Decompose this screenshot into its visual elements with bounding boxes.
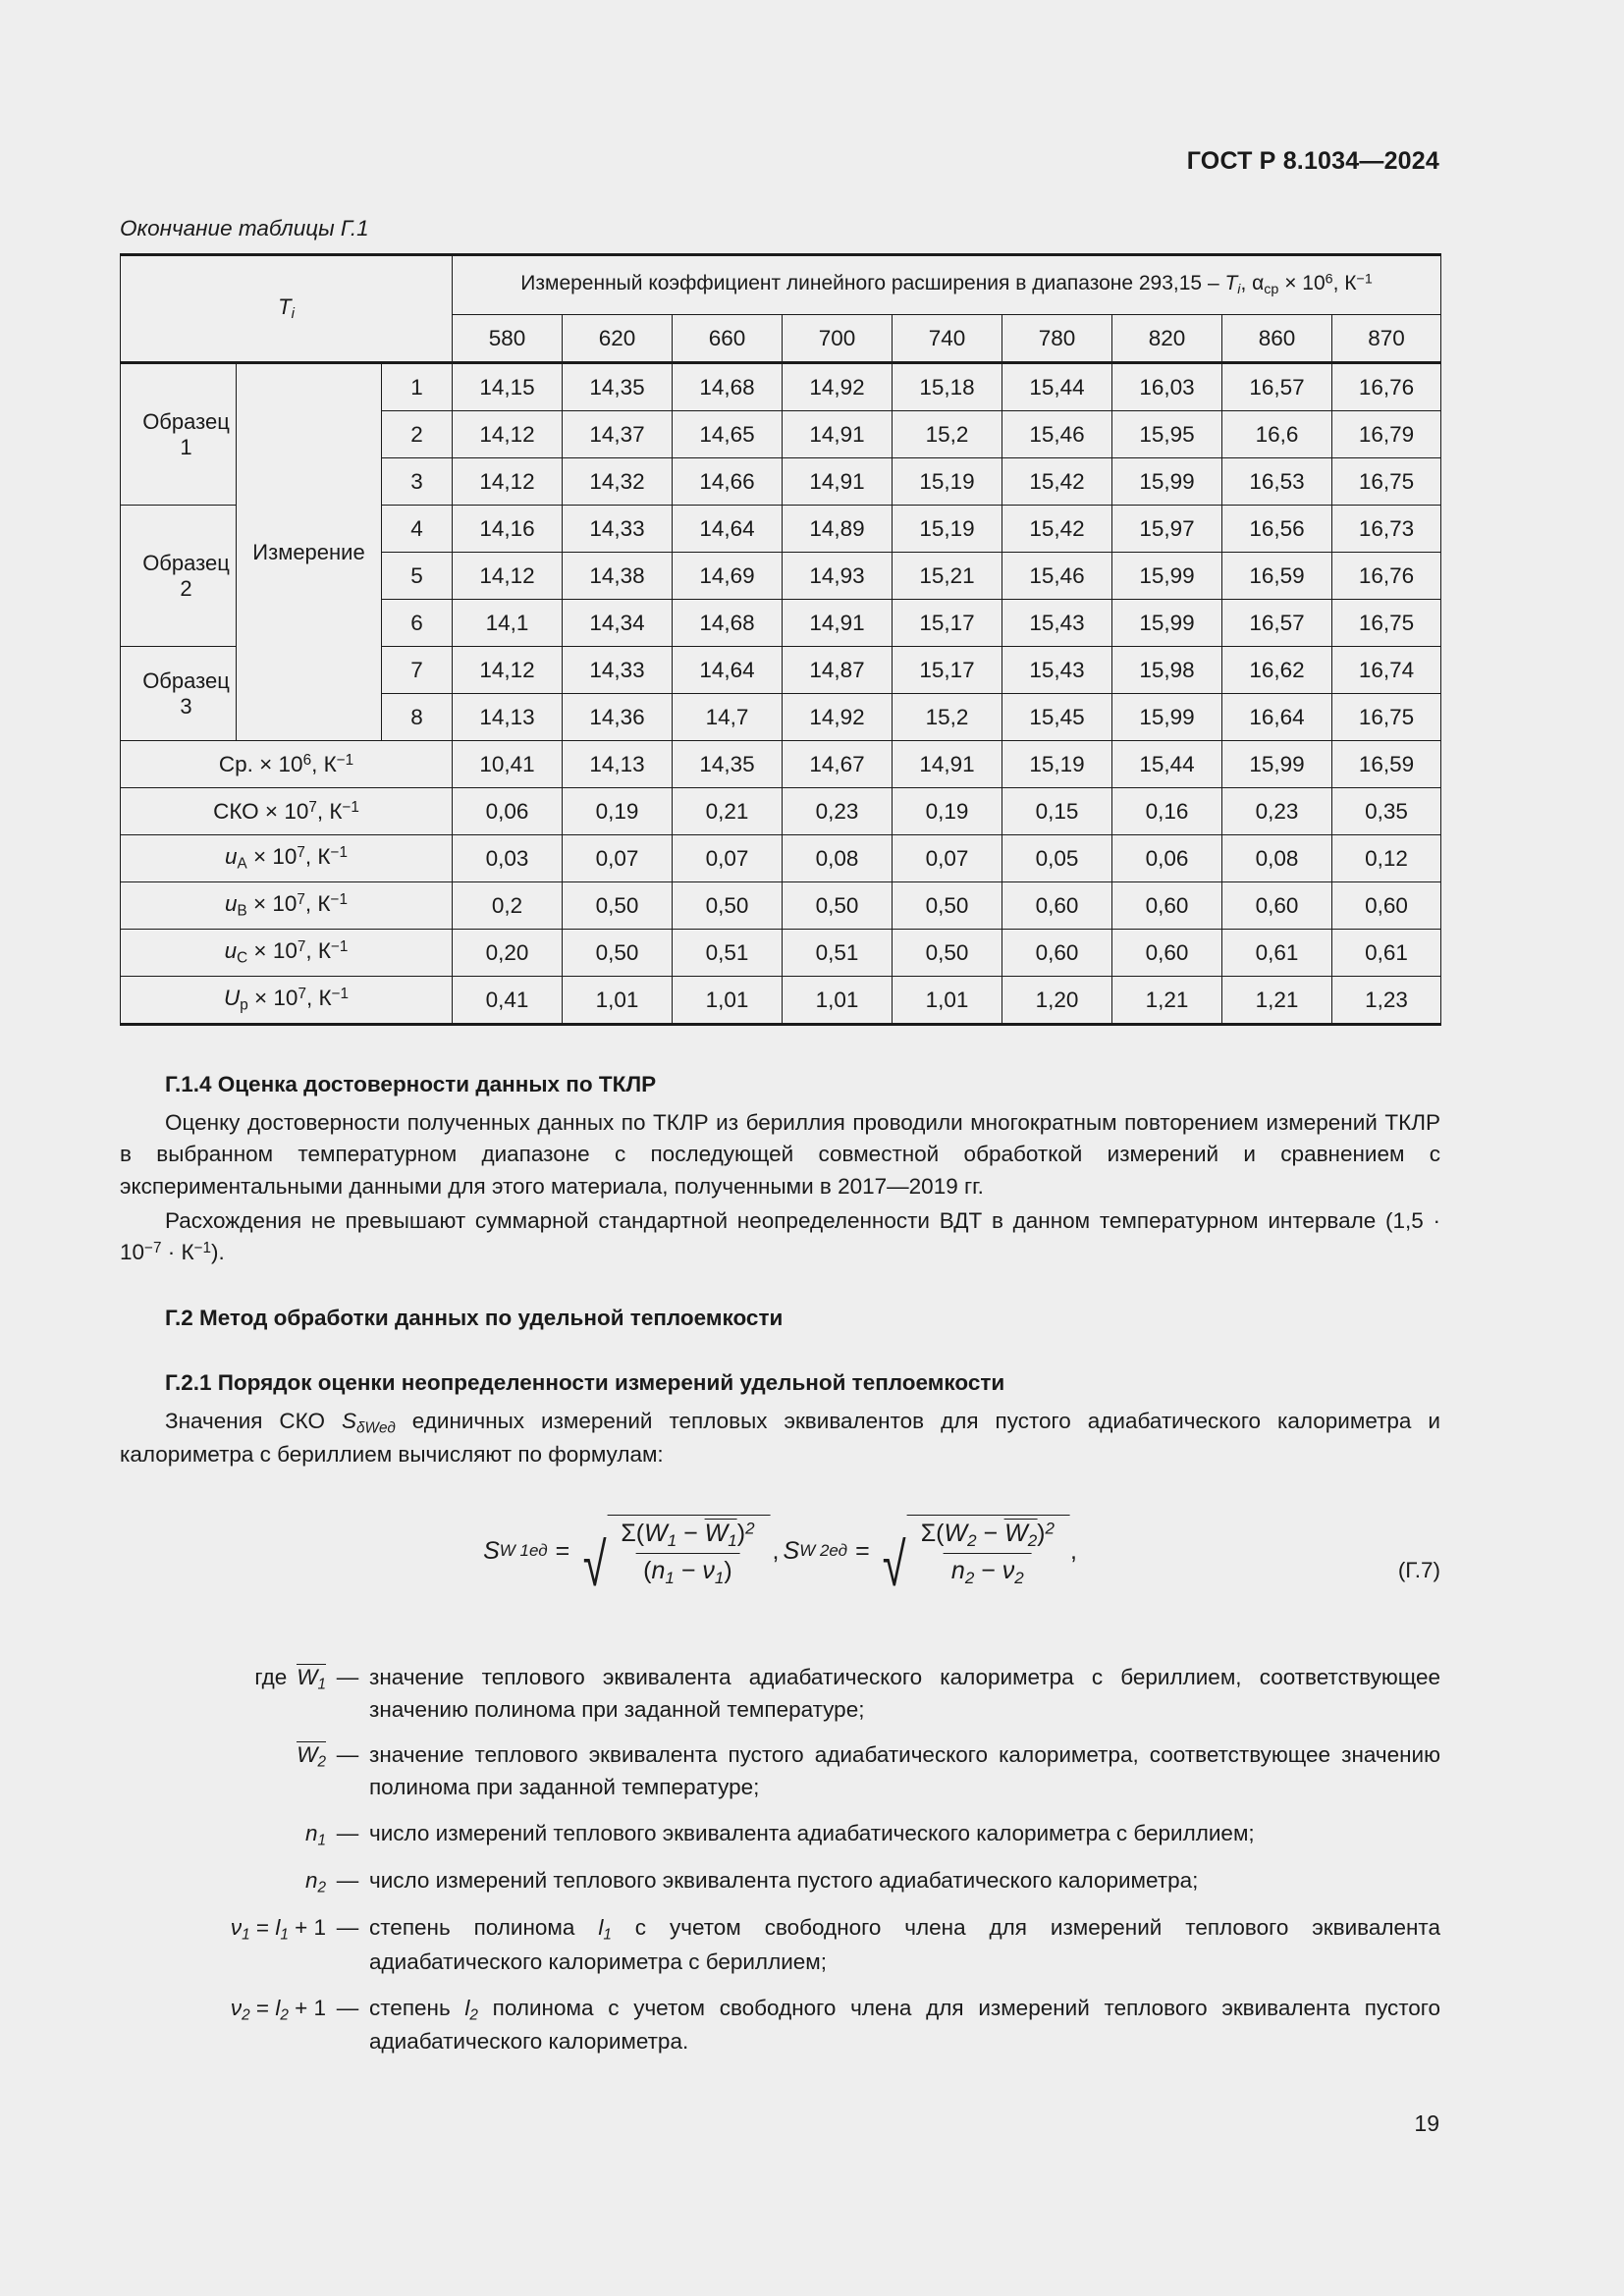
- stat-value: 0,60: [1112, 882, 1222, 930]
- data-cell: 15,19: [893, 458, 1002, 506]
- measurement-index: 2: [382, 411, 453, 458]
- f1-wbar-sub: 1: [728, 1530, 737, 1550]
- table-caption: Окончание таблицы Г.1: [120, 216, 369, 240]
- data-cell: 14,89: [783, 506, 893, 553]
- data-cell: 14,37: [563, 411, 673, 458]
- stat-value: 1,01: [893, 977, 1002, 1025]
- data-cell: 14,36: [563, 694, 673, 741]
- stat-value: 0,05: [1002, 835, 1112, 882]
- data-cell: 14,93: [783, 553, 893, 600]
- data-cell: 15,21: [893, 553, 1002, 600]
- column-header-620: 620: [563, 315, 673, 363]
- stat-value: 0,50: [893, 882, 1002, 930]
- data-cell: 16,56: [1222, 506, 1332, 553]
- definition-symbol: $\nu_2 = l_2 + 1$: [230, 1995, 326, 2023]
- stat-value: 0,60: [1332, 882, 1441, 930]
- data-cell: 14,13: [453, 694, 563, 741]
- definition-symbol: $n_1$: [304, 1820, 326, 1848]
- data-cell: 15,99: [1112, 553, 1222, 600]
- stat-value: 0,12: [1332, 835, 1441, 882]
- paragraph-g14-2: [120, 1205, 1440, 1269]
- data-cell: 15,95: [1112, 411, 1222, 458]
- f1-w-sub: 1: [667, 1530, 677, 1550]
- sample-label: Образец 1: [121, 363, 237, 506]
- paragraph-g21: [120, 1406, 1440, 1471]
- definition-text: степень $l_2$ полинома с учетом свободного члена для измерений теплового эквивалента пустого адиабатического калориметра.: [369, 1995, 1440, 2055]
- stat-value: 0,07: [563, 835, 673, 882]
- stat-value: 0,35: [1332, 788, 1441, 835]
- stat-value: 0,07: [673, 835, 783, 882]
- radical-icon-2: √: [882, 1530, 906, 1599]
- data-cell: 14,65: [673, 411, 783, 458]
- stat-value: 0,51: [783, 930, 893, 977]
- f-frac-2: [913, 1519, 1062, 1588]
- heading-g2: Г.2 Метод обработки данных по удельной теплоемкости: [165, 1305, 784, 1330]
- data-cell: 16,79: [1332, 411, 1441, 458]
- stat-value: 14,91: [893, 741, 1002, 788]
- f2-wbar-sub: 2: [1027, 1530, 1038, 1550]
- data-cell: 14,33: [563, 506, 673, 553]
- data-cell: 15,98: [1112, 647, 1222, 694]
- f1-exp: 2: [745, 1519, 755, 1538]
- formula-expression: [483, 1515, 1077, 1599]
- stat-value: 0,20: [453, 930, 563, 977]
- data-cell: 16,62: [1222, 647, 1332, 694]
- stat-value: 0,06: [1112, 835, 1222, 882]
- d1-n: n: [651, 1556, 666, 1584]
- table-head-row-1: [121, 255, 1441, 315]
- stat-label: $u_А \times 10^7$, $К^{-1}$: [121, 835, 453, 882]
- definition-item: [120, 1993, 1440, 2058]
- measurement-label: Измерение: [237, 363, 382, 741]
- measurement-index: 7: [382, 647, 453, 694]
- p2-exp: −7: [144, 1240, 162, 1257]
- d1-close: ): [724, 1556, 732, 1584]
- data-cell: 14,34: [563, 600, 673, 647]
- stat-value: 15,19: [1002, 741, 1112, 788]
- stat-value: 1,21: [1112, 977, 1222, 1025]
- stat-value: 1,01: [563, 977, 673, 1025]
- p2-exp2: −1: [193, 1240, 212, 1257]
- f1-close: ): [736, 1520, 746, 1548]
- definition-symbol: $W_2$: [297, 1742, 326, 1771]
- data-cell: 15,18: [893, 363, 1002, 411]
- sh-mid: , α: [1240, 272, 1265, 295]
- data-cell: 15,99: [1112, 458, 1222, 506]
- d2-nu: ν: [1001, 1556, 1015, 1584]
- data-cell: 14,92: [783, 363, 893, 411]
- definition-text: число измерений теплового эквивалента адиабатического калориметра с бериллием;: [369, 1820, 1255, 1845]
- f1-minus: −: [677, 1520, 705, 1548]
- stat-value: 0,61: [1222, 930, 1332, 977]
- f-right-sym: S: [783, 1536, 800, 1565]
- f2-sum: Σ(: [920, 1520, 945, 1548]
- stat-value: 0,50: [783, 882, 893, 930]
- table-body: [121, 363, 1441, 1025]
- definition-list: [120, 1662, 1440, 2058]
- definition-item: [120, 1912, 1440, 1978]
- definition-dash: —: [336, 1868, 359, 1894]
- heading-g14: Г.1.4 Оценка достоверности данных по ТКЛР: [165, 1072, 657, 1096]
- stat-label: $U_р \times 10^7$, $К^{-1}$: [121, 977, 453, 1025]
- data-cell: 15,17: [893, 600, 1002, 647]
- stat-row: [121, 741, 1441, 788]
- stat-value: 0,60: [1222, 882, 1332, 930]
- measurement-index: 8: [382, 694, 453, 741]
- definition-dash: —: [336, 1665, 359, 1690]
- f2-wbar-group: [1004, 1519, 1037, 1550]
- data-cell: 15,19: [893, 506, 1002, 553]
- sh-var-sub: i: [1237, 282, 1241, 298]
- stat-row: [121, 788, 1441, 835]
- data-cell: 15,99: [1112, 600, 1222, 647]
- stat-row: [121, 835, 1441, 882]
- stat-value: 0,51: [673, 930, 783, 977]
- data-cell: 14,87: [783, 647, 893, 694]
- data-cell: 15,46: [1002, 411, 1112, 458]
- paragraph-g14-1: Оценку достоверности полученных данных по ТКЛР из бериллия проводили многократным повторением измерений ТКЛР в выбранном температурном диапазоне с последующей совместной обработкой измерений и сравнением с экспериментальными данными для этого материала, полученными в 2017—2019 гг.: [120, 1109, 1440, 1199]
- sh-tail: , К: [1332, 272, 1357, 295]
- f2-minus: −: [976, 1520, 1005, 1548]
- data-cell: 15,46: [1002, 553, 1112, 600]
- stat-row: [121, 977, 1441, 1025]
- data-cell: 14,32: [563, 458, 673, 506]
- stat-value: 0,07: [893, 835, 1002, 882]
- definition-item: [120, 1662, 1440, 1726]
- stat-label: Ср. × $10^6$, $К^{-1}$: [121, 741, 453, 788]
- stat-label: СКО × $10^7$, $К^{-1}$: [121, 788, 453, 835]
- sh-prefix: Измеренный коэффициент линейного расширения в диапазоне 293,15 –: [520, 272, 1225, 295]
- column-header-580: 580: [453, 315, 563, 363]
- sh-tail-exp: −1: [1356, 271, 1373, 288]
- data-cell: 16,6: [1222, 411, 1332, 458]
- sample-label: Образец 2: [121, 506, 237, 647]
- definition-text: степень полинома $l_1$ с учетом свободного члена для измерений теплового эквивалента адиабатического калориметра с бериллием;: [369, 1915, 1440, 1974]
- where-label: где: [254, 1665, 288, 1690]
- g21-sym: S: [342, 1409, 357, 1433]
- stat-value: 10,41: [453, 741, 563, 788]
- measurement-index: 6: [382, 600, 453, 647]
- f2-exp: 2: [1045, 1519, 1055, 1538]
- data-cell: 15,43: [1002, 600, 1112, 647]
- d1-open: (: [643, 1556, 652, 1584]
- data-cell: 16,53: [1222, 458, 1332, 506]
- g21-suffix: единичных измерений тепловых эквивалентов для пустого адиабатического калориметра и калориметра с бериллием вычисляют по формулам:: [120, 1409, 1440, 1468]
- p2-suffix: ).: [211, 1240, 225, 1265]
- d2-nu-sub: 2: [1014, 1568, 1024, 1587]
- formula-g7: [120, 1515, 1440, 1623]
- stat-value: 1,20: [1002, 977, 1112, 1025]
- f-sqrt-2: [878, 1515, 1070, 1599]
- data-cell: 15,97: [1112, 506, 1222, 553]
- f-sqrt-1: [577, 1515, 770, 1599]
- definition-text: значение теплового эквивалента адиабатического калориметра с бериллием, соответствующее значению полинома при заданной температуре;: [369, 1665, 1440, 1722]
- definition-item: [120, 1739, 1440, 1803]
- stat-value: 15,99: [1222, 741, 1332, 788]
- data-cell: 14,92: [783, 694, 893, 741]
- data-cell: 16,75: [1332, 600, 1441, 647]
- data-cell: 15,43: [1002, 647, 1112, 694]
- f1-w: W: [644, 1520, 668, 1548]
- stat-value: 0,50: [893, 930, 1002, 977]
- f2-wbar: W: [1004, 1520, 1028, 1548]
- data-cell: 14,64: [673, 506, 783, 553]
- ti-subscript: i: [291, 305, 295, 323]
- column-header-820: 820: [1112, 315, 1222, 363]
- data-cell: 15,45: [1002, 694, 1112, 741]
- d1-nu-sub: 1: [714, 1568, 725, 1587]
- data-cell: 14,7: [673, 694, 783, 741]
- stat-value: 0,16: [1112, 788, 1222, 835]
- column-header-870: 870: [1332, 315, 1441, 363]
- data-cell: 14,12: [453, 411, 563, 458]
- data-cell: 14,68: [673, 600, 783, 647]
- f-left-sym: S: [483, 1536, 500, 1565]
- data-cell: 14,35: [563, 363, 673, 411]
- f-left-sub: W 1ед: [499, 1541, 548, 1561]
- d2-n-sub: 2: [964, 1568, 975, 1587]
- stat-value: 1,01: [783, 977, 893, 1025]
- sh-suffix: × 10: [1278, 272, 1326, 295]
- data-cell: 16,75: [1332, 458, 1441, 506]
- stat-value: 0,08: [1222, 835, 1332, 882]
- stat-value: 1,23: [1332, 977, 1441, 1025]
- stat-value: 0,23: [1222, 788, 1332, 835]
- definition-dash: —: [336, 1995, 359, 2020]
- data-cell: 14,38: [563, 553, 673, 600]
- p2-mid: · К: [161, 1240, 194, 1265]
- page-content: [120, 216, 1440, 2072]
- data-cell: 16,73: [1332, 506, 1441, 553]
- stat-value: 1,01: [673, 977, 783, 1025]
- definition-text: значение теплового эквивалента пустого адиабатического калориметра, соответствующее значению полинома при заданной температуре;: [369, 1742, 1440, 1799]
- data-cell: 14,12: [453, 553, 563, 600]
- d2-n: n: [950, 1556, 965, 1584]
- f1-sum: Σ(: [621, 1520, 645, 1548]
- stat-value: 0,03: [453, 835, 563, 882]
- definition-symbol: где $W_1$: [254, 1665, 326, 1693]
- stat-label: $u_В \times 10^7$, $К^{-1}$: [121, 882, 453, 930]
- data-cell: 14,68: [673, 363, 783, 411]
- data-cell: 15,2: [893, 694, 1002, 741]
- definition-item: [120, 1865, 1440, 1898]
- p2-prefix: Расхождения не превышают суммарной стандартной неопределенности ВДТ в данном температурном интервале (1,5 · 10: [120, 1207, 1440, 1265]
- stat-value: 14,35: [673, 741, 783, 788]
- f-tail-comma: ,: [1069, 1536, 1077, 1565]
- definition-symbol: $\nu_1 = l_1 + 1$: [230, 1915, 326, 1944]
- f2-w: W: [944, 1520, 968, 1548]
- stat-value: 0,60: [1002, 930, 1112, 977]
- column-header-860: 860: [1222, 315, 1332, 363]
- sample-label: Образец 3: [121, 647, 237, 741]
- data-cell: 14,16: [453, 506, 563, 553]
- stat-value: 0,50: [673, 882, 783, 930]
- stat-value: 0,60: [1112, 930, 1222, 977]
- measurement-index: 5: [382, 553, 453, 600]
- data-cell: 15,44: [1002, 363, 1112, 411]
- column-header-660: 660: [673, 315, 783, 363]
- stat-value: 0,08: [783, 835, 893, 882]
- f1-wbar: W: [704, 1520, 729, 1548]
- stat-value: 0,61: [1332, 930, 1441, 977]
- d2-minus: −: [974, 1556, 1002, 1584]
- standard-number: ГОСТ Р 8.1034—2024: [1186, 147, 1439, 175]
- f2-w-sub: 2: [967, 1530, 977, 1550]
- measurement-index: 4: [382, 506, 453, 553]
- table-row: [121, 363, 1441, 411]
- f-frac-1: [613, 1519, 762, 1588]
- column-header-700: 700: [783, 315, 893, 363]
- f2-close: ): [1037, 1520, 1046, 1548]
- data-cell: 14,66: [673, 458, 783, 506]
- stat-value: 0,41: [453, 977, 563, 1025]
- definition-text: число измерений теплового эквивалента пустого адиабатического калориметра;: [369, 1868, 1199, 1894]
- stat-value: 1,21: [1222, 977, 1332, 1025]
- data-cell: 16,76: [1332, 363, 1441, 411]
- f-right-sub: W 2ед: [799, 1541, 848, 1561]
- f-eq-2: =: [855, 1536, 870, 1565]
- data-cell: 14,64: [673, 647, 783, 694]
- data-cell: 15,42: [1002, 458, 1112, 506]
- stat-value: 14,13: [563, 741, 673, 788]
- data-cell: 16,64: [1222, 694, 1332, 741]
- stat-value: 0,2: [453, 882, 563, 930]
- definition-item: [120, 1818, 1440, 1851]
- stat-value: 0,19: [893, 788, 1002, 835]
- f-eq-1: =: [555, 1536, 570, 1565]
- measurement-index: 3: [382, 458, 453, 506]
- data-cell: 15,17: [893, 647, 1002, 694]
- g21-sym-sub: δWед: [356, 1419, 396, 1437]
- sh-var: T: [1224, 272, 1238, 295]
- stat-value: 0,21: [673, 788, 783, 835]
- data-cell: 14,91: [783, 600, 893, 647]
- page-number: 19: [1414, 2110, 1439, 2136]
- data-cell: 14,12: [453, 458, 563, 506]
- sh-alpha-sub: ср: [1264, 282, 1279, 298]
- g21-prefix: Значения СКО: [165, 1409, 343, 1433]
- stat-value: 0,50: [563, 930, 673, 977]
- data-cell: 14,91: [783, 458, 893, 506]
- column-header-780: 780: [1002, 315, 1112, 363]
- table-head: [121, 255, 1441, 363]
- data-cell: 16,76: [1332, 553, 1441, 600]
- data-cell: 14,15: [453, 363, 563, 411]
- stat-value: 0,23: [783, 788, 893, 835]
- f1-wbar-group: [705, 1519, 737, 1550]
- definition-symbol: $n_2$: [304, 1868, 326, 1896]
- data-cell: 16,74: [1332, 647, 1441, 694]
- data-cell: 14,33: [563, 647, 673, 694]
- spanning-header: [453, 255, 1441, 315]
- measurement-index: 1: [382, 363, 453, 411]
- stat-value: 0,15: [1002, 788, 1112, 835]
- stat-value: 14,67: [783, 741, 893, 788]
- data-cell: 14,1: [453, 600, 563, 647]
- f-comma: ,: [772, 1536, 780, 1565]
- data-cell: 14,69: [673, 553, 783, 600]
- sh-exp: 6: [1325, 271, 1333, 288]
- stat-row: [121, 930, 1441, 977]
- definition-dash: —: [336, 1820, 359, 1845]
- row-header-ti: [121, 255, 453, 363]
- data-cell: 15,2: [893, 411, 1002, 458]
- radical-icon: √: [582, 1530, 607, 1599]
- definition-dash: —: [336, 1742, 359, 1768]
- stat-value: 0,06: [453, 788, 563, 835]
- stat-label: $u_С \times 10^7$, $К^{-1}$: [121, 930, 453, 977]
- stat-value: 0,50: [563, 882, 673, 930]
- d1-n-sub: 1: [665, 1568, 675, 1587]
- stat-value: 16,59: [1332, 741, 1441, 788]
- formula-number: (Г.7): [1397, 1558, 1440, 1583]
- column-header-740: 740: [893, 315, 1002, 363]
- stat-row: [121, 882, 1441, 930]
- stat-value: 0,60: [1002, 882, 1112, 930]
- d1-nu: ν: [702, 1556, 715, 1584]
- d1-minus: −: [674, 1556, 703, 1584]
- definition-dash: —: [336, 1915, 359, 1941]
- measurement-table: [120, 253, 1441, 1026]
- stat-value: 15,44: [1112, 741, 1222, 788]
- data-cell: 15,42: [1002, 506, 1112, 553]
- data-cell: 16,57: [1222, 363, 1332, 411]
- stat-value: 0,19: [563, 788, 673, 835]
- data-cell: 16,03: [1112, 363, 1222, 411]
- data-cell: 16,75: [1332, 694, 1441, 741]
- data-cell: 14,12: [453, 647, 563, 694]
- data-cell: 14,91: [783, 411, 893, 458]
- data-cell: 16,59: [1222, 553, 1332, 600]
- ti-symbol: T: [278, 294, 292, 320]
- body-text: [120, 1069, 1440, 2058]
- heading-g21: Г.2.1 Порядок оценки неопределенности измерений удельной теплоемкости: [165, 1370, 1005, 1396]
- data-cell: 16,57: [1222, 600, 1332, 647]
- data-cell: 15,99: [1112, 694, 1222, 741]
